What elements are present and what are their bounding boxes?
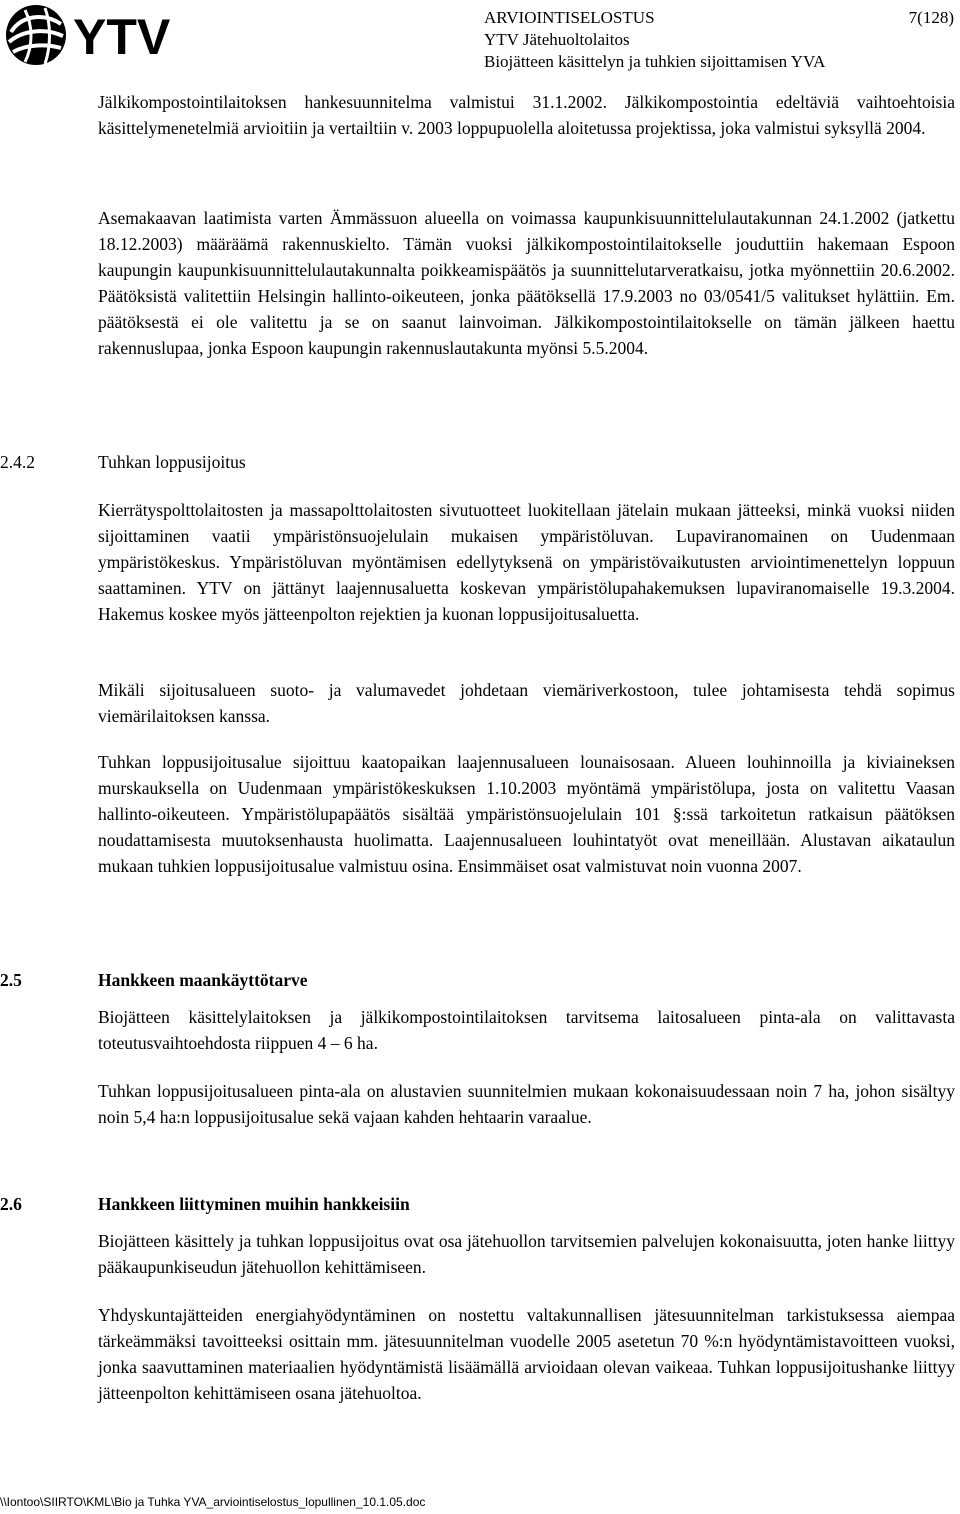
paragraph: Yhdyskuntajätteiden energiahyödyntäminen on nostettu valtakunnallisen jätesuunnitelman tarkistuksessa aiempaa tärkeämmäksi tavoitteeksi osittain mm. jätesuunnitelman vuodelle 2005 asetetun 70 %:n hyödyntämistavoitteen vuoksi, jonka saavuttaminen materiaalien hyödyntämistä lisäämällä arvioidaan olevan vaikeaa. Tuhkan loppusijoitushanke liittyy jätteenpolton kehittämiseen osana jätehuoltoa. <box>98 1305 955 1403</box>
project-name: Biojätteen käsittelyn ja tuhkien sijoittamisen YVA <box>484 52 826 71</box>
file-path-footer: \\Iontoo\SIIRTO\KML\Bio ja Tuhka YVA_arviointiselostus_lopullinen_10.1.05.doc <box>0 1495 426 1509</box>
section-number: 2.5 <box>0 970 22 990</box>
document-title: ARVIOINTISELOSTUS <box>484 8 655 27</box>
paragraph: Tuhkan loppusijoitusalueen pinta-ala on alustavien suunnitelmien mukaan kokonaisuudessaan noin 7 ha, johon sisältyy noin 5,4 ha:n loppusijoitusalue sekä vajaan kahden hehtaarin varaalue. <box>98 1081 955 1127</box>
section-number: 2.4.2 <box>0 452 35 472</box>
ytv-logo <box>3 2 193 68</box>
paragraph: Asemakaavan laatimista varten Ämmässuon alueella on voimassa kaupunkisuunnittelulautakunnan 24.1.2002 (jatkettu 18.12.2003) määräämä rakennuskielto. Tämän vuoksi jälkikompostointilaitokselle jouduttiin hakemaan Espoon kaupungin kaupunkisuunnittelulautakunnalta poikkeamispäätös ja suunnittelutarveratkaisu, jotka myönnettiin 20.6.2002. Päätöksistä valitettiin Helsingin hallinto-oikeuteen, jonka päätöksellä 17.9.2003 no 03/0541/5 valitukset hylättiin. Em. päätöksestä ei ole valitettu ja se on saanut lainvoiman. Jälkikompostointilaitokselle on tämän jälkeen haettu rakennuslupaa, jonka Espoon kaupungin rakennuslautakunta myönsi 5.5.2004. <box>98 208 955 358</box>
logo-text: YTV <box>73 9 171 65</box>
organization-name: YTV Jätehuoltolaitos <box>484 30 630 49</box>
section-title: Hankkeen maankäyttötarve <box>98 970 308 990</box>
paragraph: Mikäli sijoitusalueen suoto- ja valumavedet johdetaan viemäriverkostoon, tulee johtamisesta tehdä sopimus viemärilaitoksen kanssa. <box>98 680 955 726</box>
paragraph: Kierrätyspolttolaitosten ja massapolttolaitosten sivutuotteet luokitellaan jätelain mukaan jätteeksi, minkä vuoksi niiden sijoittaminen vaatii ympäristönsuojelulain mukaisen ympäristöluvan. Lupaviranomainen on Uudenmaan ympäristökeskus. Ympäristöluvan myöntämisen edellytyksenä on ympäristövaikutusten arviointimenettelyn loppuun saattaminen. YTV on jättänyt laajennusaluetta koskevan ympäristölupahakemuksen lupaviranomaiselle 19.3.2004. Hakemus koskee myös jätteenpolton rejektien ja kuonan loppusijoitusaluetta. <box>98 500 955 624</box>
paragraph: Tuhkan loppusijoitusalue sijoittuu kaatopaikan laajennusalueen lounaisosaan. Alueen louhinnoilla ja kiviaineksen murskauksella on Uudenmaan ympäristökeskuksen 1.10.2003 myöntämä ympäristölupa, josta on valitettu Vaasan hallinto-oikeuteen. Ympäristölupapäätös sisältää ympäristönsuojelulain 101 §:ssä tarkoitetun ratkaisun päätöksen noudattamisesta muutoksenhausta huolimatta. Laajennusalueen louhintatyöt ovat meneillään. Alustavan aikataulun mukaan tuhkien loppusijoitusalue valmistuu osina. Ensimmäiset osat valmistuvat noin vuonna 2007. <box>98 752 955 876</box>
section-title: Hankkeen liittyminen muihin hankkeisiin <box>98 1194 410 1214</box>
page-header <box>484 7 954 73</box>
paragraph: Biojätteen käsittelylaitoksen ja jälkikompostointilaitoksen tarvitsema laitosalueen pinta-ala on valittavasta toteutusvaihtoehdosta riippuen 4 – 6 ha. <box>98 1007 955 1053</box>
paragraph: Jälkikompostointilaitoksen hankesuunnitelma valmistui 31.1.2002. Jälkikompostointia edeltäviä vaihtoehtoisia käsittelymenetelmiä arvioitiin ja vertailtiin v. 2003 loppupuolella aloitetussa projektissa, joka valmistui syksyllä 2004. <box>98 92 955 138</box>
section-number: 2.6 <box>0 1194 22 1214</box>
paragraph: Biojätteen käsittely ja tuhkan loppusijoitus ovat osa jätehuollon tarvitsemien palvelujen kokonaisuutta, joten hanke liittyy pääkaupunkiseudun jätehuollon kehittämiseen. <box>98 1231 955 1277</box>
ytv-logo-icon <box>3 2 193 68</box>
page-number: 7(128) <box>908 8 954 27</box>
section-title: Tuhkan loppusijoitus <box>98 452 246 472</box>
